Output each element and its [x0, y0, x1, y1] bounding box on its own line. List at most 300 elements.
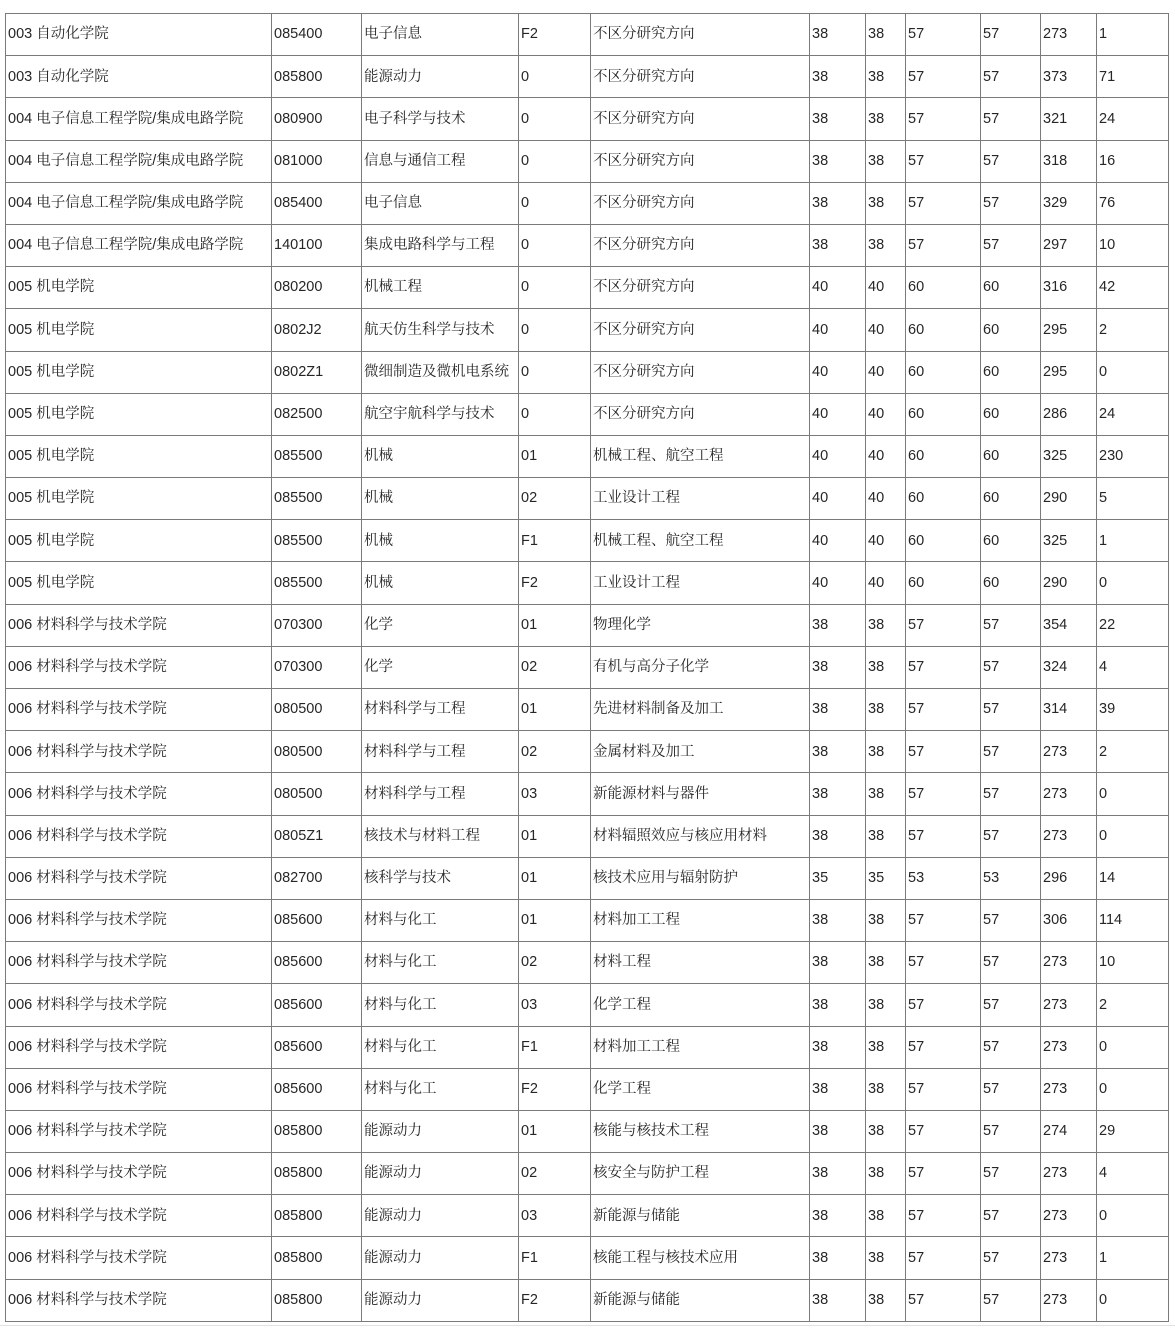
cell-score-3: 57: [906, 1237, 981, 1279]
cell-score-1: 38: [810, 689, 866, 731]
cell-direction-name: 不区分研究方向: [591, 393, 810, 435]
cell-major-code: 085500: [272, 562, 362, 604]
cell-school: 006 材料科学与技术学院: [6, 1237, 272, 1279]
cell-score-2: 40: [866, 520, 906, 562]
cell-score-3: 57: [906, 731, 981, 773]
cell-score-1: 40: [810, 267, 866, 309]
cell-score-1: 38: [810, 56, 866, 98]
cell-major-name: 能源动力: [362, 1153, 519, 1195]
cell-direction-name: 不区分研究方向: [591, 14, 810, 56]
cell-direction-code: 0: [519, 351, 591, 393]
cell-score-3: 60: [906, 478, 981, 520]
cell-score-4: 60: [981, 351, 1041, 393]
cell-major-code: 080200: [272, 267, 362, 309]
cell-direction-code: 03: [519, 984, 591, 1026]
cell-major-name: 材料与化工: [362, 899, 519, 941]
cell-direction-code: 01: [519, 689, 591, 731]
cell-score-3: 57: [906, 815, 981, 857]
cell-major-name: 机械: [362, 435, 519, 477]
cell-school: 006 材料科学与技术学院: [6, 1195, 272, 1237]
cell-direction-code: 0: [519, 224, 591, 266]
cell-score-2: 38: [866, 899, 906, 941]
cell-score-2: 38: [866, 1195, 906, 1237]
cell-direction-code: 02: [519, 731, 591, 773]
cell-score-1: 38: [810, 731, 866, 773]
cell-total-score: 273: [1041, 1153, 1097, 1195]
cell-count: 0: [1097, 562, 1169, 604]
cell-direction-name: 核能与核技术工程: [591, 1110, 810, 1152]
cell-major-code: 080500: [272, 773, 362, 815]
cell-score-2: 38: [866, 56, 906, 98]
cell-direction-name: 化学工程: [591, 984, 810, 1026]
cell-major-name: 材料科学与工程: [362, 773, 519, 815]
cell-school: 006 材料科学与技术学院: [6, 1026, 272, 1068]
cell-count: 0: [1097, 351, 1169, 393]
cell-direction-name: 金属材料及加工: [591, 731, 810, 773]
cell-score-1: 38: [810, 1068, 866, 1110]
cell-score-3: 57: [906, 1153, 981, 1195]
cell-major-code: 0802Z1: [272, 351, 362, 393]
cell-total-score: 286: [1041, 393, 1097, 435]
cell-score-3: 57: [906, 604, 981, 646]
cell-score-4: 57: [981, 773, 1041, 815]
cell-total-score: 273: [1041, 773, 1097, 815]
cell-count: 39: [1097, 689, 1169, 731]
table-row: [6, 1237, 1169, 1279]
cell-school: 006 材料科学与技术学院: [6, 773, 272, 815]
cell-school: 006 材料科学与技术学院: [6, 689, 272, 731]
cell-count: 0: [1097, 1026, 1169, 1068]
cell-score-1: 38: [810, 773, 866, 815]
cell-direction-name: 机械工程、航空工程: [591, 435, 810, 477]
cell-major-name: 电子科学与技术: [362, 98, 519, 140]
cell-score-2: 38: [866, 1153, 906, 1195]
cell-score-1: 38: [810, 604, 866, 646]
cell-score-4: 57: [981, 1195, 1041, 1237]
cell-total-score: 273: [1041, 1237, 1097, 1279]
cell-total-score: 373: [1041, 56, 1097, 98]
cell-major-code: 085800: [272, 56, 362, 98]
cell-total-score: 295: [1041, 309, 1097, 351]
cell-school: 005 机电学院: [6, 520, 272, 562]
cell-score-1: 38: [810, 1195, 866, 1237]
cell-score-3: 57: [906, 140, 981, 182]
cell-school: 004 电子信息工程学院/集成电路学院: [6, 182, 272, 224]
cell-major-name: 航空宇航科学与技术: [362, 393, 519, 435]
cell-direction-code: 01: [519, 604, 591, 646]
cell-score-4: 57: [981, 1068, 1041, 1110]
cell-direction-name: 核能工程与核技术应用: [591, 1237, 810, 1279]
cell-direction-code: 02: [519, 1153, 591, 1195]
table-row: [6, 182, 1169, 224]
cell-score-3: 57: [906, 1068, 981, 1110]
cell-major-name: 信息与通信工程: [362, 140, 519, 182]
table-row: [6, 393, 1169, 435]
cell-total-score: 273: [1041, 731, 1097, 773]
cell-major-code: 085500: [272, 520, 362, 562]
cell-score-4: 57: [981, 1110, 1041, 1152]
cell-direction-name: 工业设计工程: [591, 478, 810, 520]
cell-total-score: 273: [1041, 1195, 1097, 1237]
cell-score-4: 57: [981, 899, 1041, 941]
cell-major-code: 070300: [272, 604, 362, 646]
cell-score-1: 38: [810, 1279, 866, 1321]
cell-count: 10: [1097, 942, 1169, 984]
cell-score-4: 60: [981, 309, 1041, 351]
cell-score-4: 57: [981, 731, 1041, 773]
table-row: [6, 604, 1169, 646]
cell-score-4: 57: [981, 98, 1041, 140]
cell-major-name: 材料科学与工程: [362, 689, 519, 731]
cell-count: 24: [1097, 98, 1169, 140]
cell-count: 76: [1097, 182, 1169, 224]
cell-direction-name: 不区分研究方向: [591, 351, 810, 393]
cell-direction-code: 01: [519, 857, 591, 899]
cell-score-3: 60: [906, 435, 981, 477]
cell-count: 4: [1097, 646, 1169, 688]
cell-score-3: 57: [906, 1110, 981, 1152]
cell-major-code: 085500: [272, 478, 362, 520]
cell-score-3: 53: [906, 857, 981, 899]
cell-count: 2: [1097, 984, 1169, 1026]
cell-major-code: 085600: [272, 1026, 362, 1068]
cell-total-score: 354: [1041, 604, 1097, 646]
cell-score-2: 40: [866, 267, 906, 309]
cell-major-code: 085600: [272, 984, 362, 1026]
cell-direction-code: 02: [519, 646, 591, 688]
cell-total-score: 325: [1041, 435, 1097, 477]
cell-direction-code: F1: [519, 1026, 591, 1068]
cell-score-2: 38: [866, 646, 906, 688]
cell-total-score: 324: [1041, 646, 1097, 688]
cell-score-1: 40: [810, 351, 866, 393]
cell-school: 005 机电学院: [6, 267, 272, 309]
cell-score-2: 38: [866, 1110, 906, 1152]
cell-score-4: 57: [981, 14, 1041, 56]
cell-score-2: 38: [866, 224, 906, 266]
cell-major-code: 085400: [272, 14, 362, 56]
cell-school: 006 材料科学与技术学院: [6, 1279, 272, 1321]
cell-count: 1: [1097, 1237, 1169, 1279]
cell-direction-name: 工业设计工程: [591, 562, 810, 604]
cell-score-4: 60: [981, 393, 1041, 435]
cell-score-3: 57: [906, 56, 981, 98]
cell-major-name: 能源动力: [362, 1110, 519, 1152]
cell-major-name: 电子信息: [362, 14, 519, 56]
cell-count: 71: [1097, 56, 1169, 98]
cell-score-3: 57: [906, 984, 981, 1026]
cell-score-1: 38: [810, 1026, 866, 1068]
cell-direction-code: 0: [519, 309, 591, 351]
cell-score-2: 38: [866, 98, 906, 140]
cell-direction-name: 有机与高分子化学: [591, 646, 810, 688]
cell-score-4: 57: [981, 224, 1041, 266]
cell-total-score: 295: [1041, 351, 1097, 393]
cell-score-2: 38: [866, 604, 906, 646]
cell-score-2: 40: [866, 393, 906, 435]
cell-major-name: 电子信息: [362, 182, 519, 224]
cell-direction-code: F2: [519, 14, 591, 56]
cell-major-code: 085800: [272, 1110, 362, 1152]
cell-major-name: 集成电路科学与工程: [362, 224, 519, 266]
cell-direction-name: 材料加工工程: [591, 1026, 810, 1068]
table-row: [6, 140, 1169, 182]
cell-major-name: 材料与化工: [362, 1068, 519, 1110]
cell-direction-code: 0: [519, 267, 591, 309]
cell-score-1: 38: [810, 140, 866, 182]
cell-major-code: 0805Z1: [272, 815, 362, 857]
cell-score-4: 57: [981, 182, 1041, 224]
cell-score-2: 38: [866, 689, 906, 731]
cell-major-code: 0802J2: [272, 309, 362, 351]
cell-score-3: 57: [906, 14, 981, 56]
cell-count: 230: [1097, 435, 1169, 477]
cell-count: 1: [1097, 520, 1169, 562]
cell-major-code: 140100: [272, 224, 362, 266]
table-row: [6, 815, 1169, 857]
cell-major-code: 082700: [272, 857, 362, 899]
cell-score-3: 57: [906, 224, 981, 266]
table-row: [6, 984, 1169, 1026]
cell-direction-name: 物理化学: [591, 604, 810, 646]
cell-major-name: 能源动力: [362, 56, 519, 98]
cell-school: 006 材料科学与技术学院: [6, 604, 272, 646]
cell-direction-code: 03: [519, 1195, 591, 1237]
cell-direction-code: 02: [519, 942, 591, 984]
cell-score-3: 57: [906, 646, 981, 688]
table-body: [6, 14, 1169, 1322]
table-row: [6, 731, 1169, 773]
cell-direction-code: 0: [519, 56, 591, 98]
table-row: [6, 56, 1169, 98]
table-row: [6, 857, 1169, 899]
cell-count: 24: [1097, 393, 1169, 435]
cell-score-2: 40: [866, 478, 906, 520]
cell-major-name: 化学: [362, 646, 519, 688]
cell-score-4: 60: [981, 562, 1041, 604]
cell-school: 006 材料科学与技术学院: [6, 899, 272, 941]
cell-total-score: 274: [1041, 1110, 1097, 1152]
cell-total-score: 316: [1041, 267, 1097, 309]
cell-count: 0: [1097, 1279, 1169, 1321]
cell-score-4: 57: [981, 56, 1041, 98]
table-row: [6, 98, 1169, 140]
cell-count: 10: [1097, 224, 1169, 266]
cell-total-score: 273: [1041, 942, 1097, 984]
cell-direction-code: 0: [519, 182, 591, 224]
cell-school: 006 材料科学与技术学院: [6, 646, 272, 688]
table-row: [6, 1279, 1169, 1321]
cell-school: 006 材料科学与技术学院: [6, 1068, 272, 1110]
cell-score-2: 38: [866, 1279, 906, 1321]
cell-score-4: 57: [981, 984, 1041, 1026]
cell-score-4: 57: [981, 1026, 1041, 1068]
cell-score-1: 40: [810, 309, 866, 351]
cell-score-2: 38: [866, 1026, 906, 1068]
page-bottom-edge: [0, 1325, 1175, 1326]
table-row: [6, 773, 1169, 815]
cell-major-code: 081000: [272, 140, 362, 182]
cell-count: 0: [1097, 773, 1169, 815]
cell-direction-code: 0: [519, 393, 591, 435]
cell-major-name: 材料与化工: [362, 942, 519, 984]
cell-direction-code: 01: [519, 1110, 591, 1152]
cell-score-4: 57: [981, 1237, 1041, 1279]
cell-direction-name: 不区分研究方向: [591, 98, 810, 140]
cell-major-code: 085500: [272, 435, 362, 477]
cell-score-3: 57: [906, 689, 981, 731]
table-row: [6, 267, 1169, 309]
cell-score-1: 38: [810, 942, 866, 984]
cell-count: 4: [1097, 1153, 1169, 1195]
cell-school: 003 自动化学院: [6, 14, 272, 56]
cell-score-4: 57: [981, 1279, 1041, 1321]
cell-direction-name: 不区分研究方向: [591, 309, 810, 351]
cell-score-4: 57: [981, 1153, 1041, 1195]
cell-count: 0: [1097, 1068, 1169, 1110]
cell-major-code: 070300: [272, 646, 362, 688]
cell-school: 005 机电学院: [6, 562, 272, 604]
table-row: [6, 478, 1169, 520]
cell-school: 006 材料科学与技术学院: [6, 731, 272, 773]
cell-major-name: 能源动力: [362, 1237, 519, 1279]
cell-school: 006 材料科学与技术学院: [6, 1110, 272, 1152]
cell-direction-name: 核技术应用与辐射防护: [591, 857, 810, 899]
cell-count: 2: [1097, 731, 1169, 773]
cell-score-4: 60: [981, 435, 1041, 477]
cell-major-name: 材料与化工: [362, 1026, 519, 1068]
cell-score-3: 57: [906, 98, 981, 140]
cell-score-2: 40: [866, 351, 906, 393]
cell-school: 006 材料科学与技术学院: [6, 942, 272, 984]
cell-score-1: 38: [810, 815, 866, 857]
cell-score-2: 40: [866, 309, 906, 351]
cell-count: 2: [1097, 309, 1169, 351]
cell-total-score: 273: [1041, 14, 1097, 56]
cell-total-score: 290: [1041, 478, 1097, 520]
cell-major-code: 085600: [272, 942, 362, 984]
cell-school: 005 机电学院: [6, 478, 272, 520]
cell-score-2: 40: [866, 435, 906, 477]
cell-score-1: 38: [810, 1237, 866, 1279]
cell-major-code: 080900: [272, 98, 362, 140]
cell-major-name: 能源动力: [362, 1195, 519, 1237]
cell-score-3: 60: [906, 393, 981, 435]
cell-school: 004 电子信息工程学院/集成电路学院: [6, 98, 272, 140]
cell-major-code: 080500: [272, 731, 362, 773]
table-row: [6, 942, 1169, 984]
cell-count: 16: [1097, 140, 1169, 182]
cell-score-2: 38: [866, 140, 906, 182]
cell-total-score: 297: [1041, 224, 1097, 266]
cell-direction-name: 不区分研究方向: [591, 56, 810, 98]
cell-score-1: 38: [810, 1153, 866, 1195]
cell-school: 006 材料科学与技术学院: [6, 857, 272, 899]
cell-major-name: 核科学与技术: [362, 857, 519, 899]
cell-score-4: 60: [981, 267, 1041, 309]
cell-score-1: 35: [810, 857, 866, 899]
cell-count: 22: [1097, 604, 1169, 646]
cell-score-4: 57: [981, 140, 1041, 182]
cell-major-name: 材料与化工: [362, 984, 519, 1026]
cell-score-2: 38: [866, 182, 906, 224]
cell-major-name: 化学: [362, 604, 519, 646]
cell-major-name: 机械: [362, 520, 519, 562]
cell-school: 004 电子信息工程学院/集成电路学院: [6, 224, 272, 266]
cell-direction-code: 01: [519, 815, 591, 857]
cell-score-2: 38: [866, 773, 906, 815]
cell-direction-name: 新能源材料与器件: [591, 773, 810, 815]
cell-score-3: 57: [906, 942, 981, 984]
cell-score-4: 57: [981, 942, 1041, 984]
table-row: [6, 689, 1169, 731]
cell-direction-name: 不区分研究方向: [591, 182, 810, 224]
cell-school: 006 材料科学与技术学院: [6, 984, 272, 1026]
cell-school: 004 电子信息工程学院/集成电路学院: [6, 140, 272, 182]
table-row: [6, 1110, 1169, 1152]
cell-direction-name: 化学工程: [591, 1068, 810, 1110]
cell-major-code: 085600: [272, 899, 362, 941]
cell-score-2: 38: [866, 984, 906, 1026]
cell-total-score: 273: [1041, 1279, 1097, 1321]
cell-score-4: 57: [981, 646, 1041, 688]
cell-total-score: 273: [1041, 815, 1097, 857]
cell-direction-code: F2: [519, 1279, 591, 1321]
cell-score-2: 40: [866, 562, 906, 604]
cell-direction-code: F1: [519, 1237, 591, 1279]
cell-direction-name: 不区分研究方向: [591, 140, 810, 182]
cell-score-1: 38: [810, 984, 866, 1026]
table-row: [6, 646, 1169, 688]
cell-direction-code: 03: [519, 773, 591, 815]
table-row: [6, 309, 1169, 351]
cell-total-score: 290: [1041, 562, 1097, 604]
cell-score-1: 38: [810, 14, 866, 56]
cell-direction-code: 0: [519, 98, 591, 140]
cell-score-3: 60: [906, 351, 981, 393]
cell-score-3: 60: [906, 309, 981, 351]
cell-direction-name: 新能源与储能: [591, 1279, 810, 1321]
table-row: [6, 224, 1169, 266]
table-row: [6, 1068, 1169, 1110]
cell-score-1: 40: [810, 435, 866, 477]
table-row: [6, 1026, 1169, 1068]
cell-total-score: 321: [1041, 98, 1097, 140]
cell-score-1: 40: [810, 478, 866, 520]
cell-score-1: 38: [810, 899, 866, 941]
cell-score-4: 53: [981, 857, 1041, 899]
cell-count: 114: [1097, 899, 1169, 941]
cell-major-code: 085800: [272, 1279, 362, 1321]
cell-score-1: 40: [810, 562, 866, 604]
cell-total-score: 273: [1041, 1068, 1097, 1110]
cell-score-3: 57: [906, 899, 981, 941]
cell-direction-name: 机械工程、航空工程: [591, 520, 810, 562]
cell-major-name: 材料科学与工程: [362, 731, 519, 773]
cell-score-1: 40: [810, 520, 866, 562]
cell-count: 1: [1097, 14, 1169, 56]
table-row: [6, 1153, 1169, 1195]
cell-school: 005 机电学院: [6, 351, 272, 393]
cell-major-code: 085800: [272, 1195, 362, 1237]
cell-direction-name: 不区分研究方向: [591, 224, 810, 266]
cell-score-1: 38: [810, 224, 866, 266]
cell-major-name: 核技术与材料工程: [362, 815, 519, 857]
cell-total-score: 273: [1041, 984, 1097, 1026]
cell-total-score: 314: [1041, 689, 1097, 731]
cell-major-name: 机械: [362, 562, 519, 604]
cell-score-3: 57: [906, 182, 981, 224]
